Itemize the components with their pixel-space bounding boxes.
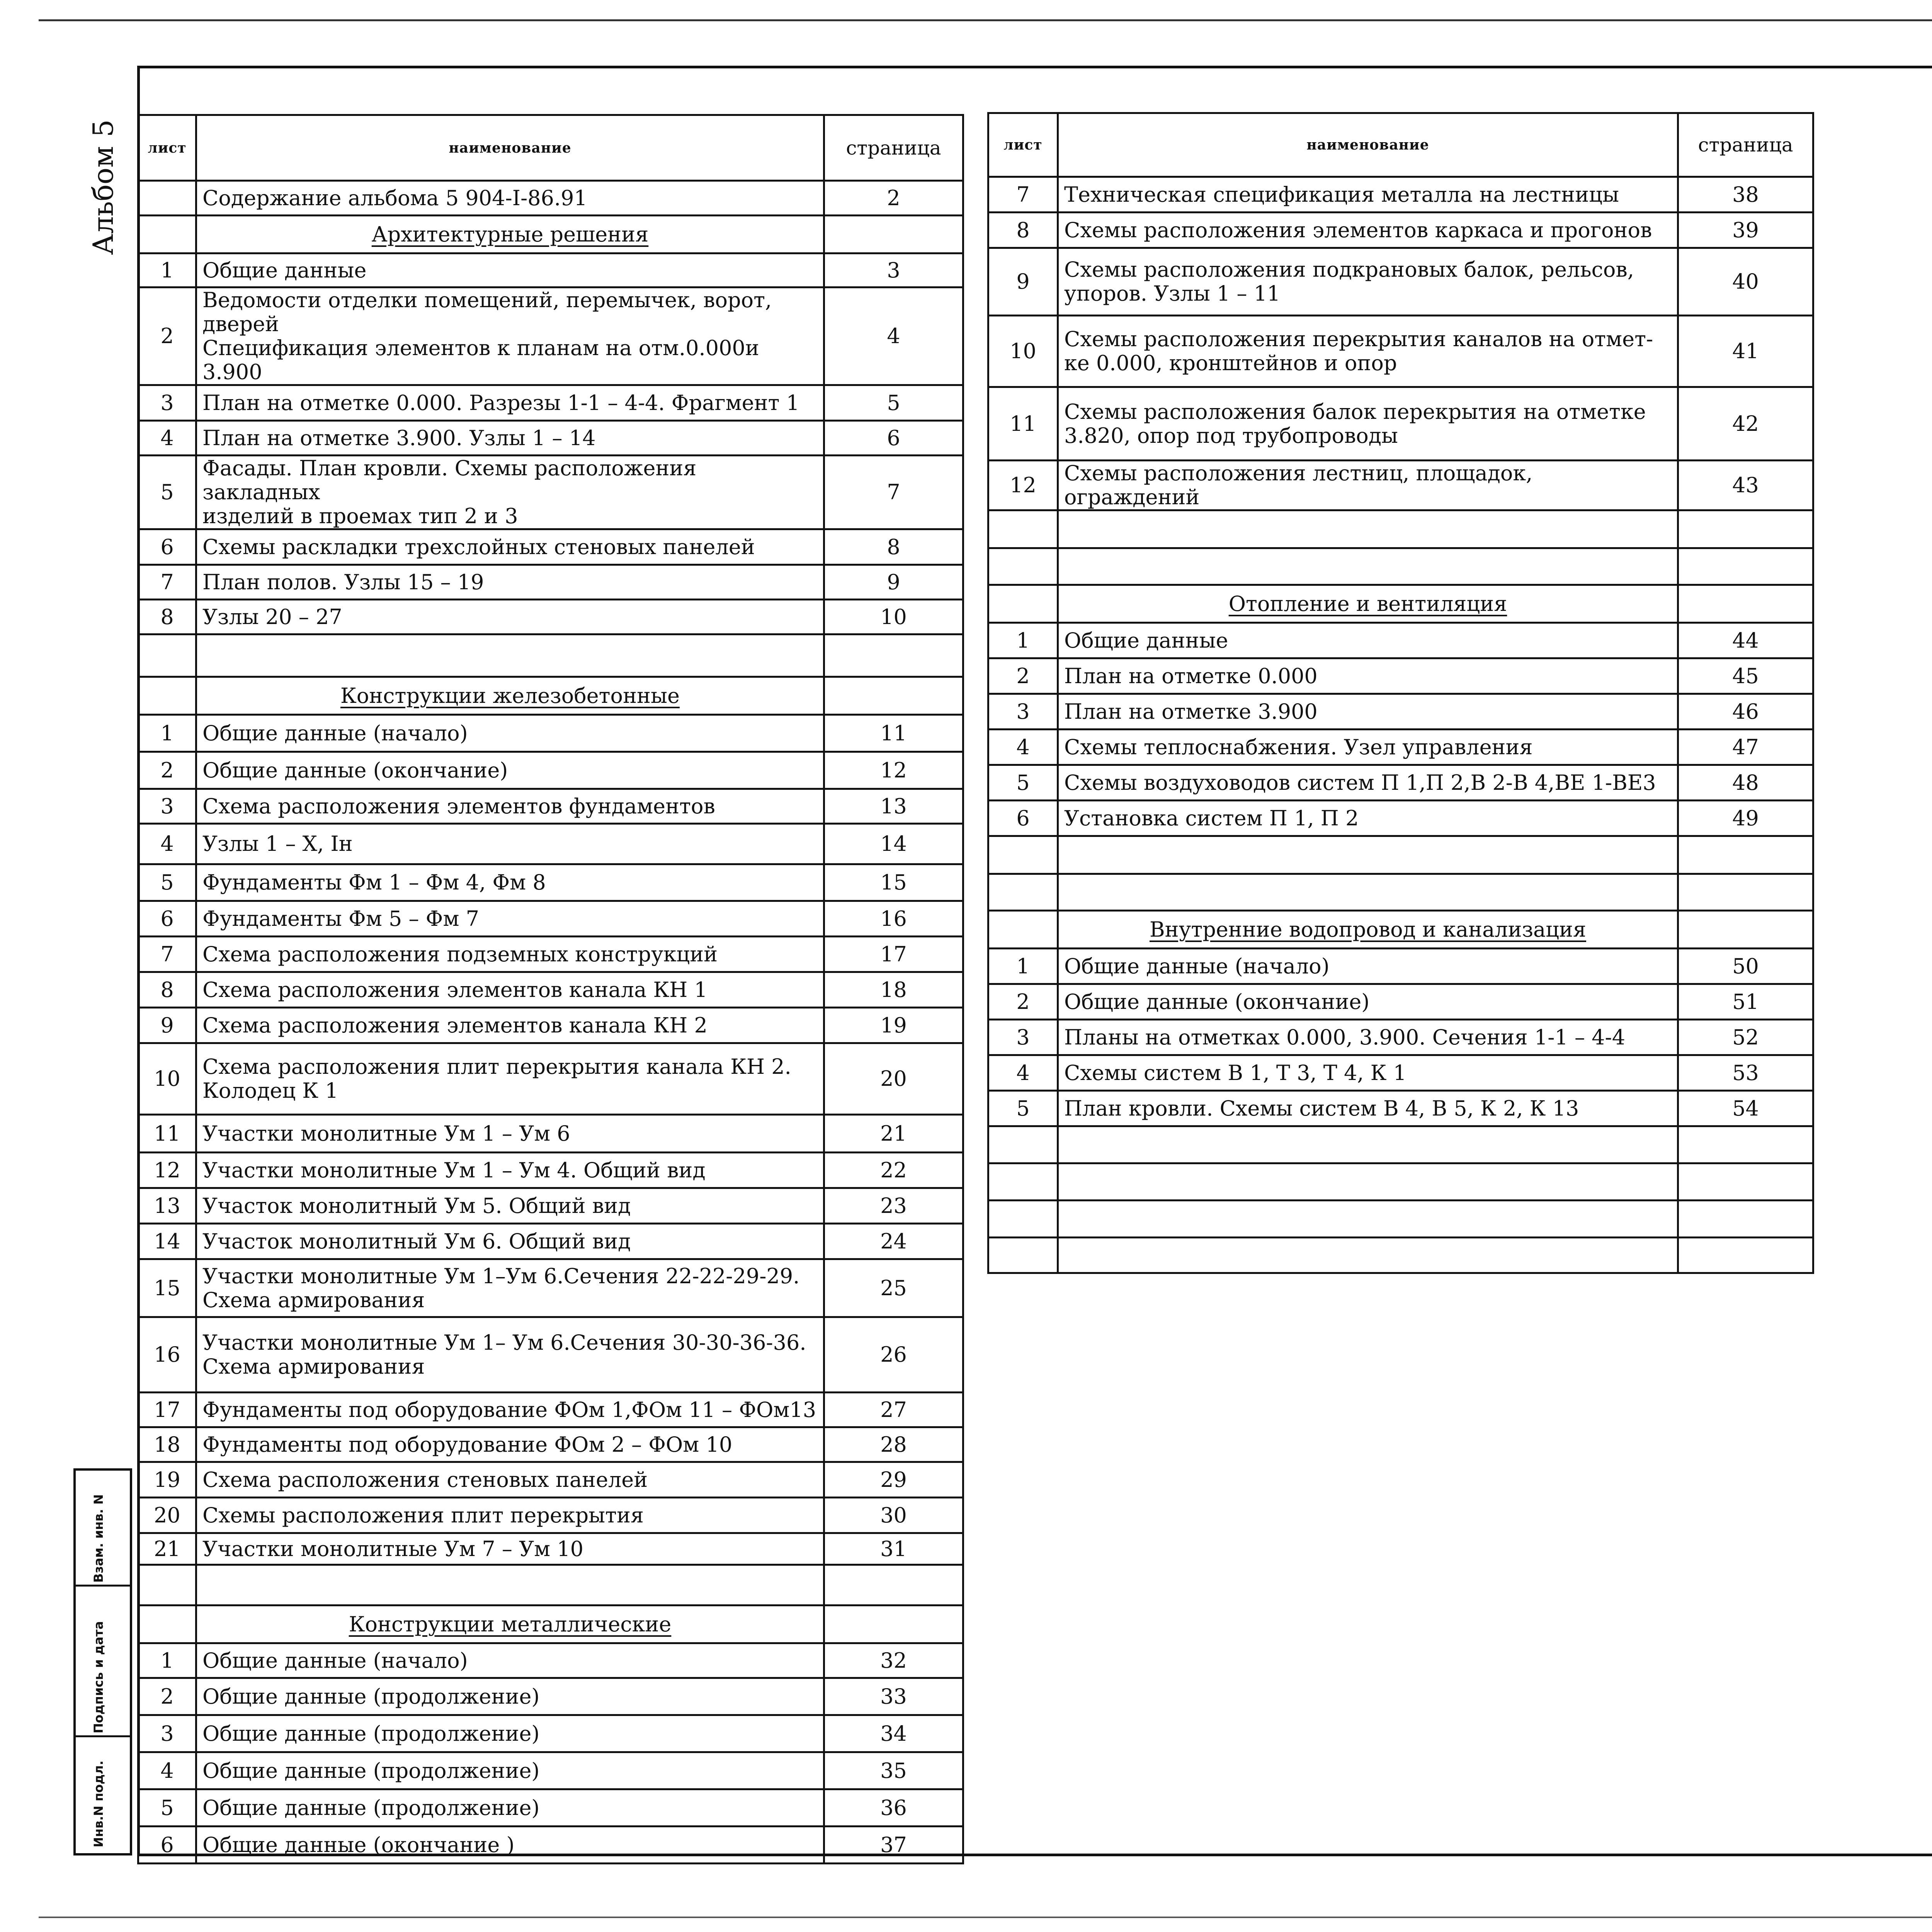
table-row xyxy=(138,1827,963,1864)
table-row xyxy=(988,461,1813,510)
sheet-number-cell: 5 xyxy=(138,864,196,901)
page-number-cell: 15 xyxy=(824,864,963,901)
sheet-name-cell: Фундаменты под оборудование ФОм 2 – ФОм 10 xyxy=(196,1427,824,1462)
sheet-name-cell xyxy=(1058,1238,1678,1273)
sheet-name-cell: План на отметке 0.000 xyxy=(1058,658,1678,694)
page-number-cell: 3 xyxy=(824,253,963,287)
sheet-number-cell: 6 xyxy=(138,529,196,565)
sheet-name-cell: Схемы раскладки трехслойных стеновых панелей xyxy=(196,529,824,565)
sheet-number-cell: 20 xyxy=(138,1498,196,1533)
sheet-name-cell xyxy=(1058,510,1678,548)
table-row xyxy=(988,984,1813,1020)
table-row xyxy=(988,1238,1813,1273)
sheet-number-cell: 2 xyxy=(138,1678,196,1715)
sheet-number-cell: 9 xyxy=(138,1008,196,1043)
table-row xyxy=(138,824,963,864)
table-row xyxy=(138,937,963,972)
sheet-number-cell: 5 xyxy=(988,1091,1058,1126)
sheet-number-cell: 5 xyxy=(138,456,196,529)
page-number-cell xyxy=(1678,548,1813,585)
stamp-inventory-label: Инв.N подл. xyxy=(91,1760,106,1847)
sheet-number-cell: 2 xyxy=(988,984,1058,1020)
sheet-name-cell: Схемы теплоснабжения. Узел управления xyxy=(1058,730,1678,765)
page-number-cell xyxy=(1678,1126,1813,1163)
sheet-number-cell: 12 xyxy=(988,461,1058,510)
table-row xyxy=(138,972,963,1008)
page-number-cell xyxy=(1678,585,1813,623)
sheet-number-cell: 5 xyxy=(138,1789,196,1827)
sheet-name-cell: Участки монолитные Ум 7 – Ум 10 xyxy=(196,1533,824,1565)
table-row xyxy=(138,600,963,634)
sheet-name-cell: План на отметке 0.000. Разрезы 1-1 – 4-4. Фрагмент 1 xyxy=(196,385,824,421)
sheet-name-cell: Схемы расположения лестниц, площадок, ограждений xyxy=(1058,461,1678,510)
section-title: Конструкции металлические xyxy=(196,1605,824,1643)
page-number-cell: 52 xyxy=(1678,1020,1813,1055)
table-row xyxy=(138,529,963,565)
table-row xyxy=(138,1427,963,1462)
page-number-cell xyxy=(1678,874,1813,911)
stamp-signature-label: Подпись и дата xyxy=(91,1621,106,1733)
table-row xyxy=(988,658,1813,694)
sheet-name-cell: План на отметке 3.900 xyxy=(1058,694,1678,730)
table-row xyxy=(988,730,1813,765)
sheet-name-cell: Общие данные (окончание) xyxy=(1058,984,1678,1020)
page-number-cell: 22 xyxy=(824,1153,963,1188)
table-row xyxy=(138,1259,963,1317)
table-row xyxy=(988,1020,1813,1055)
sheet-number-cell: 2 xyxy=(138,287,196,385)
table-row xyxy=(138,1043,963,1115)
sheet-name-cell: Содержание альбома 5 904-I-86.91 xyxy=(196,181,824,216)
section-title: Отопление и вентиляция xyxy=(1058,585,1678,623)
page-number-cell: 7 xyxy=(824,456,963,529)
page-number-cell: 11 xyxy=(824,715,963,752)
sheet-name-cell: Общие данные (продолжение) xyxy=(196,1678,824,1715)
sheet-number-cell: 13 xyxy=(138,1188,196,1224)
sheet-number-cell: 19 xyxy=(138,1462,196,1498)
sheet-number-cell: 3 xyxy=(988,1020,1058,1055)
sheet-name-cell: Узлы 1 – X, Iн xyxy=(196,824,824,864)
page-number-cell: 18 xyxy=(824,972,963,1008)
sheet-number-cell: 2 xyxy=(138,752,196,789)
page-number-cell xyxy=(824,216,963,253)
sheet-number-cell: 5 xyxy=(988,765,1058,801)
table-row xyxy=(988,874,1813,911)
sheet-name-cell xyxy=(1058,548,1678,585)
page-number-cell: 46 xyxy=(1678,694,1813,730)
table-row xyxy=(988,911,1813,949)
page-number-cell xyxy=(1678,1201,1813,1238)
sheet-number-cell: 8 xyxy=(988,213,1058,248)
sheet-name-cell: Схемы воздуховодов систем П 1,П 2,В 2-В 4,ВЕ 1-ВЕ3 xyxy=(1058,765,1678,801)
sheet-number-cell: 9 xyxy=(988,248,1058,316)
sheet-name-cell: Схема расположения элементов канала КН 2 xyxy=(196,1008,824,1043)
page-number-cell: 27 xyxy=(824,1393,963,1427)
sheet-name-cell: Схемы расположения элементов каркаса и прогонов xyxy=(1058,213,1678,248)
page-number-cell: 6 xyxy=(824,421,963,456)
bottom-border-line xyxy=(39,1917,1932,1918)
table-row xyxy=(138,385,963,421)
table-row xyxy=(988,1163,1813,1201)
table-row xyxy=(138,1317,963,1393)
sheet-number-cell xyxy=(988,1126,1058,1163)
page-number-cell: 4 xyxy=(824,287,963,385)
page-number-cell: 19 xyxy=(824,1008,963,1043)
table-row xyxy=(988,949,1813,984)
sheet-name-cell: Участки монолитные Ум 1–Ум 6.Сечения 22-22-29-29. Схема армирования xyxy=(196,1259,824,1317)
sheet-number-cell xyxy=(138,1565,196,1605)
section-title: Архитектурные решения xyxy=(196,216,824,253)
table-row xyxy=(138,253,963,287)
page-number-cell: 48 xyxy=(1678,765,1813,801)
page-number-cell xyxy=(1678,1238,1813,1273)
sheet-name-cell: Фундаменты Фм 1 – Фм 4, Фм 8 xyxy=(196,864,824,901)
sheet-name-cell: Установка систем П 1, П 2 xyxy=(1058,801,1678,836)
page-number-cell: 37 xyxy=(824,1827,963,1864)
sheet-number-cell xyxy=(988,585,1058,623)
sheet-name-cell: Схема расположения стеновых панелей xyxy=(196,1462,824,1498)
sheet-number-cell: 18 xyxy=(138,1427,196,1462)
sheet-name-cell: Участок монолитный Ум 5. Общий вид xyxy=(196,1188,824,1224)
sheet-name-cell: Общие данные (продолжение) xyxy=(196,1789,824,1827)
sheet-name-cell: Схемы расположения перекрытия каналов на отмет- ке 0.000, кронштейнов и опор xyxy=(1058,316,1678,387)
sheet-name-cell: План на отметке 3.900. Узлы 1 – 14 xyxy=(196,421,824,456)
page-number-cell: 31 xyxy=(824,1533,963,1565)
table-row xyxy=(138,789,963,824)
sheet-number-cell xyxy=(138,634,196,677)
page-number-cell: 21 xyxy=(824,1115,963,1153)
page-number-cell: 54 xyxy=(1678,1091,1813,1126)
table-row xyxy=(988,510,1813,548)
page-number-cell: 10 xyxy=(824,600,963,634)
table-row xyxy=(988,765,1813,801)
table-row xyxy=(138,216,963,253)
sheet-number-cell: 15 xyxy=(138,1259,196,1317)
sheet-name-cell: Схемы расположения балок перекрытия на отметке 3.820, опор под трубопроводы xyxy=(1058,387,1678,461)
page-number-cell: 39 xyxy=(1678,213,1813,248)
sheet-name-cell: Общие данные (продолжение) xyxy=(196,1752,824,1789)
table-row xyxy=(138,1789,963,1827)
top-border-line xyxy=(39,19,1932,21)
table-row xyxy=(138,1224,963,1259)
sheet-name-cell xyxy=(1058,1201,1678,1238)
page-number-cell: 53 xyxy=(1678,1055,1813,1091)
sheet-number-cell: 12 xyxy=(138,1153,196,1188)
page-number-cell: 45 xyxy=(1678,658,1813,694)
table-row xyxy=(988,694,1813,730)
sheet-number-cell: 4 xyxy=(988,1055,1058,1091)
stamp-cell-signature xyxy=(76,1587,130,1737)
table-row xyxy=(988,1091,1813,1126)
page-number-cell: 14 xyxy=(824,824,963,864)
sheet-name-cell: Фасады. План кровли. Схемы расположения закладных изделий в проемах тип 2 и 3 xyxy=(196,456,824,529)
table-row xyxy=(138,181,963,216)
sheet-name-cell: Участки монолитные Ум 1– Ум 6.Сечения 30-30-36-36. Схема армирования xyxy=(196,1317,824,1393)
sheet-number-cell xyxy=(138,216,196,253)
page-number-cell xyxy=(1678,911,1813,949)
sheet-name-cell xyxy=(196,1565,824,1605)
table-row xyxy=(138,634,963,677)
sheet-name-cell: Общие данные (начало) xyxy=(196,715,824,752)
sheet-name-cell: Общие данные xyxy=(196,253,824,287)
page-number-cell: 51 xyxy=(1678,984,1813,1020)
page-number-cell: 29 xyxy=(824,1462,963,1498)
sheet-number-cell: 7 xyxy=(138,937,196,972)
sheet-number-cell: 8 xyxy=(138,972,196,1008)
sheet-number-cell xyxy=(988,1163,1058,1201)
table-row xyxy=(138,1462,963,1498)
table-row xyxy=(138,421,963,456)
header-sheet: лист xyxy=(988,113,1058,177)
sheet-name-cell: Участок монолитный Ум 6. Общий вид xyxy=(196,1224,824,1259)
page-number-cell: 49 xyxy=(1678,801,1813,836)
sheet-number-cell: 1 xyxy=(138,253,196,287)
table-row xyxy=(988,1201,1813,1238)
page-number-cell xyxy=(824,677,963,715)
table-row xyxy=(138,1605,963,1643)
sheet-number-cell: 8 xyxy=(138,600,196,634)
stamp-replace-label: Взам. инв. N xyxy=(91,1494,106,1583)
table-row xyxy=(988,801,1813,836)
sheet-number-cell xyxy=(988,836,1058,874)
contents-table-right xyxy=(987,112,1814,1274)
header-page: страница xyxy=(1678,113,1813,177)
sheet-number-cell: 1 xyxy=(988,623,1058,658)
sheet-number-cell xyxy=(988,874,1058,911)
sheet-number-cell: 7 xyxy=(988,177,1058,213)
page-number-cell: 12 xyxy=(824,752,963,789)
stamp-cell-inventory xyxy=(76,1737,130,1851)
sheet-name-cell: Схемы расположения плит перекрытия xyxy=(196,1498,824,1533)
page-number-cell: 43 xyxy=(1678,461,1813,510)
page-number-cell: 35 xyxy=(824,1752,963,1789)
sheet-number-cell: 16 xyxy=(138,1317,196,1393)
sheet-name-cell: Общие данные xyxy=(1058,623,1678,658)
table-row xyxy=(138,1678,963,1715)
page-number-cell xyxy=(1678,836,1813,874)
sheet-name-cell: План кровли. Схемы систем В 4, В 5, К 2, К 13 xyxy=(1058,1091,1678,1126)
sheet-name-cell: Схемы систем В 1, Т 3, Т 4, К 1 xyxy=(1058,1055,1678,1091)
sheet-name-cell: Фундаменты Фм 5 – Фм 7 xyxy=(196,901,824,937)
sheet-name-cell: Общие данные (начало) xyxy=(196,1643,824,1678)
sheet-number-cell: 6 xyxy=(138,1827,196,1864)
table-row xyxy=(988,177,1813,213)
page-number-cell: 24 xyxy=(824,1224,963,1259)
sheet-name-cell: Общие данные (окончание) xyxy=(196,752,824,789)
sheet-number-cell xyxy=(988,510,1058,548)
sheet-name-cell: Схема расположения элементов фундаментов xyxy=(196,789,824,824)
sheet-name-cell xyxy=(1058,836,1678,874)
sheet-number-cell: 4 xyxy=(138,824,196,864)
table-row xyxy=(138,1715,963,1752)
section-title: Внутренние водопровод и канализация xyxy=(1058,911,1678,949)
sheet-name-cell: План полов. Узлы 15 – 19 xyxy=(196,565,824,600)
sheet-number-cell: 6 xyxy=(138,901,196,937)
approval-stamp xyxy=(73,1468,132,1855)
table-row xyxy=(138,864,963,901)
sheet-number-cell xyxy=(988,548,1058,585)
album-label: Альбом 5 xyxy=(87,119,119,255)
table-row xyxy=(988,248,1813,316)
sheet-name-cell: Общие данные (окончание ) xyxy=(196,1827,824,1864)
page-number-cell xyxy=(1678,1163,1813,1201)
table-row xyxy=(138,1008,963,1043)
page-number-cell: 28 xyxy=(824,1427,963,1462)
sheet-name-cell xyxy=(1058,1126,1678,1163)
page-number-cell: 23 xyxy=(824,1188,963,1224)
page-number-cell xyxy=(824,634,963,677)
page-number-cell: 34 xyxy=(824,1715,963,1752)
sheet-name-cell: Схема расположения элементов канала КН 1 xyxy=(196,972,824,1008)
table-row xyxy=(988,548,1813,585)
sheet-number-cell: 2 xyxy=(988,658,1058,694)
table-row xyxy=(988,316,1813,387)
table-row xyxy=(138,1153,963,1188)
header-name: наименование xyxy=(196,115,824,181)
page-number-cell: 44 xyxy=(1678,623,1813,658)
section-title: Конструкции железобетонные xyxy=(196,677,824,715)
page-number-cell: 47 xyxy=(1678,730,1813,765)
sheet-number-cell: 14 xyxy=(138,1224,196,1259)
table-row xyxy=(138,1115,963,1153)
sheet-name-cell: Участки монолитные Ум 1 – Ум 6 xyxy=(196,1115,824,1153)
sheet-number-cell: 11 xyxy=(138,1115,196,1153)
page-number-cell xyxy=(824,1565,963,1605)
page-number-cell: 16 xyxy=(824,901,963,937)
sheet-number-cell: 21 xyxy=(138,1533,196,1565)
page-number-cell: 8 xyxy=(824,529,963,565)
table-row xyxy=(138,1643,963,1678)
page-number-cell: 38 xyxy=(1678,177,1813,213)
page-number-cell: 17 xyxy=(824,937,963,972)
sheet-number-cell: 6 xyxy=(988,801,1058,836)
table-row xyxy=(138,1533,963,1565)
table-row xyxy=(988,1055,1813,1091)
table-row xyxy=(988,1126,1813,1163)
sheet-name-cell: Фундаменты под оборудование ФОм 1,ФОм 11 – ФОм13 xyxy=(196,1393,824,1427)
page-number-cell: 20 xyxy=(824,1043,963,1115)
sheet-name-cell: Участки монолитные Ум 1 – Ум 4. Общий вид xyxy=(196,1153,824,1188)
sheet-number-cell xyxy=(138,181,196,216)
sheet-number-cell xyxy=(138,677,196,715)
sheet-number-cell: 4 xyxy=(138,1752,196,1789)
sheet-number-cell xyxy=(988,911,1058,949)
sheet-number-cell: 1 xyxy=(988,949,1058,984)
page-number-cell: 9 xyxy=(824,565,963,600)
table-row xyxy=(988,213,1813,248)
page-number-cell: 42 xyxy=(1678,387,1813,461)
page-number-cell: 33 xyxy=(824,1678,963,1715)
sheet-name-cell: Планы на отметках 0.000, 3.900. Сечения 1-1 – 4-4 xyxy=(1058,1020,1678,1055)
sheet-number-cell: 10 xyxy=(138,1043,196,1115)
table-row xyxy=(988,585,1813,623)
sheet-name-cell: Техническая спецификация металла на лестницы xyxy=(1058,177,1678,213)
page-number-cell: 40 xyxy=(1678,248,1813,316)
table-row xyxy=(138,1188,963,1224)
page-number-cell: 50 xyxy=(1678,949,1813,984)
sheet-number-cell: 7 xyxy=(138,565,196,600)
sheet-number-cell: 3 xyxy=(988,694,1058,730)
sheet-number-cell: 3 xyxy=(138,385,196,421)
sheet-name-cell: Схемы расположения подкрановых балок, рельсов, упоров. Узлы 1 – 11 xyxy=(1058,248,1678,316)
sheet-number-cell: 10 xyxy=(988,316,1058,387)
sheet-name-cell: Общие данные (продолжение) xyxy=(196,1715,824,1752)
sheet-number-cell: 17 xyxy=(138,1393,196,1427)
table-row xyxy=(988,387,1813,461)
page-number-cell: 5 xyxy=(824,385,963,421)
sheet-name-cell xyxy=(1058,874,1678,911)
stamp-cell-replace xyxy=(76,1471,130,1587)
sheet-number-cell: 1 xyxy=(138,1643,196,1678)
sheet-number-cell: 4 xyxy=(138,421,196,456)
table-row xyxy=(988,623,1813,658)
table-row xyxy=(138,1752,963,1789)
table-row xyxy=(988,836,1813,874)
sheet-number-cell xyxy=(138,1605,196,1643)
header-name: наименование xyxy=(1058,113,1678,177)
page-number-cell: 30 xyxy=(824,1498,963,1533)
sheet-number-cell: 1 xyxy=(138,715,196,752)
sheet-name-cell xyxy=(1058,1163,1678,1201)
sheet-name-cell: Общие данные (начало) xyxy=(1058,949,1678,984)
sheet-number-cell: 11 xyxy=(988,387,1058,461)
table-row xyxy=(138,1498,963,1533)
sheet-name-cell: Ведомости отделки помещений, перемычек, ворот, дверей Спецификация элементов к планам на отм.0.000и 3.900 xyxy=(196,287,824,385)
sheet-number-cell: 3 xyxy=(138,1715,196,1752)
header-sheet: лист xyxy=(138,115,196,181)
sheet-name-cell: Узлы 20 – 27 xyxy=(196,600,824,634)
page-number-cell: 25 xyxy=(824,1259,963,1317)
sheet-name-cell: Схема расположения плит перекрытия канала КН 2. Колодец К 1 xyxy=(196,1043,824,1115)
page-number-cell: 32 xyxy=(824,1643,963,1678)
table-row xyxy=(138,715,963,752)
sheet-number-cell: 4 xyxy=(988,730,1058,765)
table-row xyxy=(138,287,963,385)
table-row xyxy=(138,752,963,789)
page-number-cell: 36 xyxy=(824,1789,963,1827)
table-row xyxy=(138,456,963,529)
page-number-cell: 13 xyxy=(824,789,963,824)
table-row xyxy=(138,565,963,600)
table-row xyxy=(138,1565,963,1605)
sheet-number-cell xyxy=(988,1238,1058,1273)
page-number-cell xyxy=(1678,510,1813,548)
table-row xyxy=(138,677,963,715)
contents-table-left xyxy=(137,114,964,1864)
sheet-number-cell: 3 xyxy=(138,789,196,824)
page-number-cell: 41 xyxy=(1678,316,1813,387)
sheet-name-cell: Схема расположения подземных конструкций xyxy=(196,937,824,972)
page-number-cell: 26 xyxy=(824,1317,963,1393)
table-row xyxy=(138,901,963,937)
page-number-cell xyxy=(824,1605,963,1643)
table-row xyxy=(138,1393,963,1427)
header-page: страница xyxy=(824,115,963,181)
sheet-number-cell xyxy=(988,1201,1058,1238)
sheet-name-cell xyxy=(196,634,824,677)
page-number-cell: 2 xyxy=(824,181,963,216)
